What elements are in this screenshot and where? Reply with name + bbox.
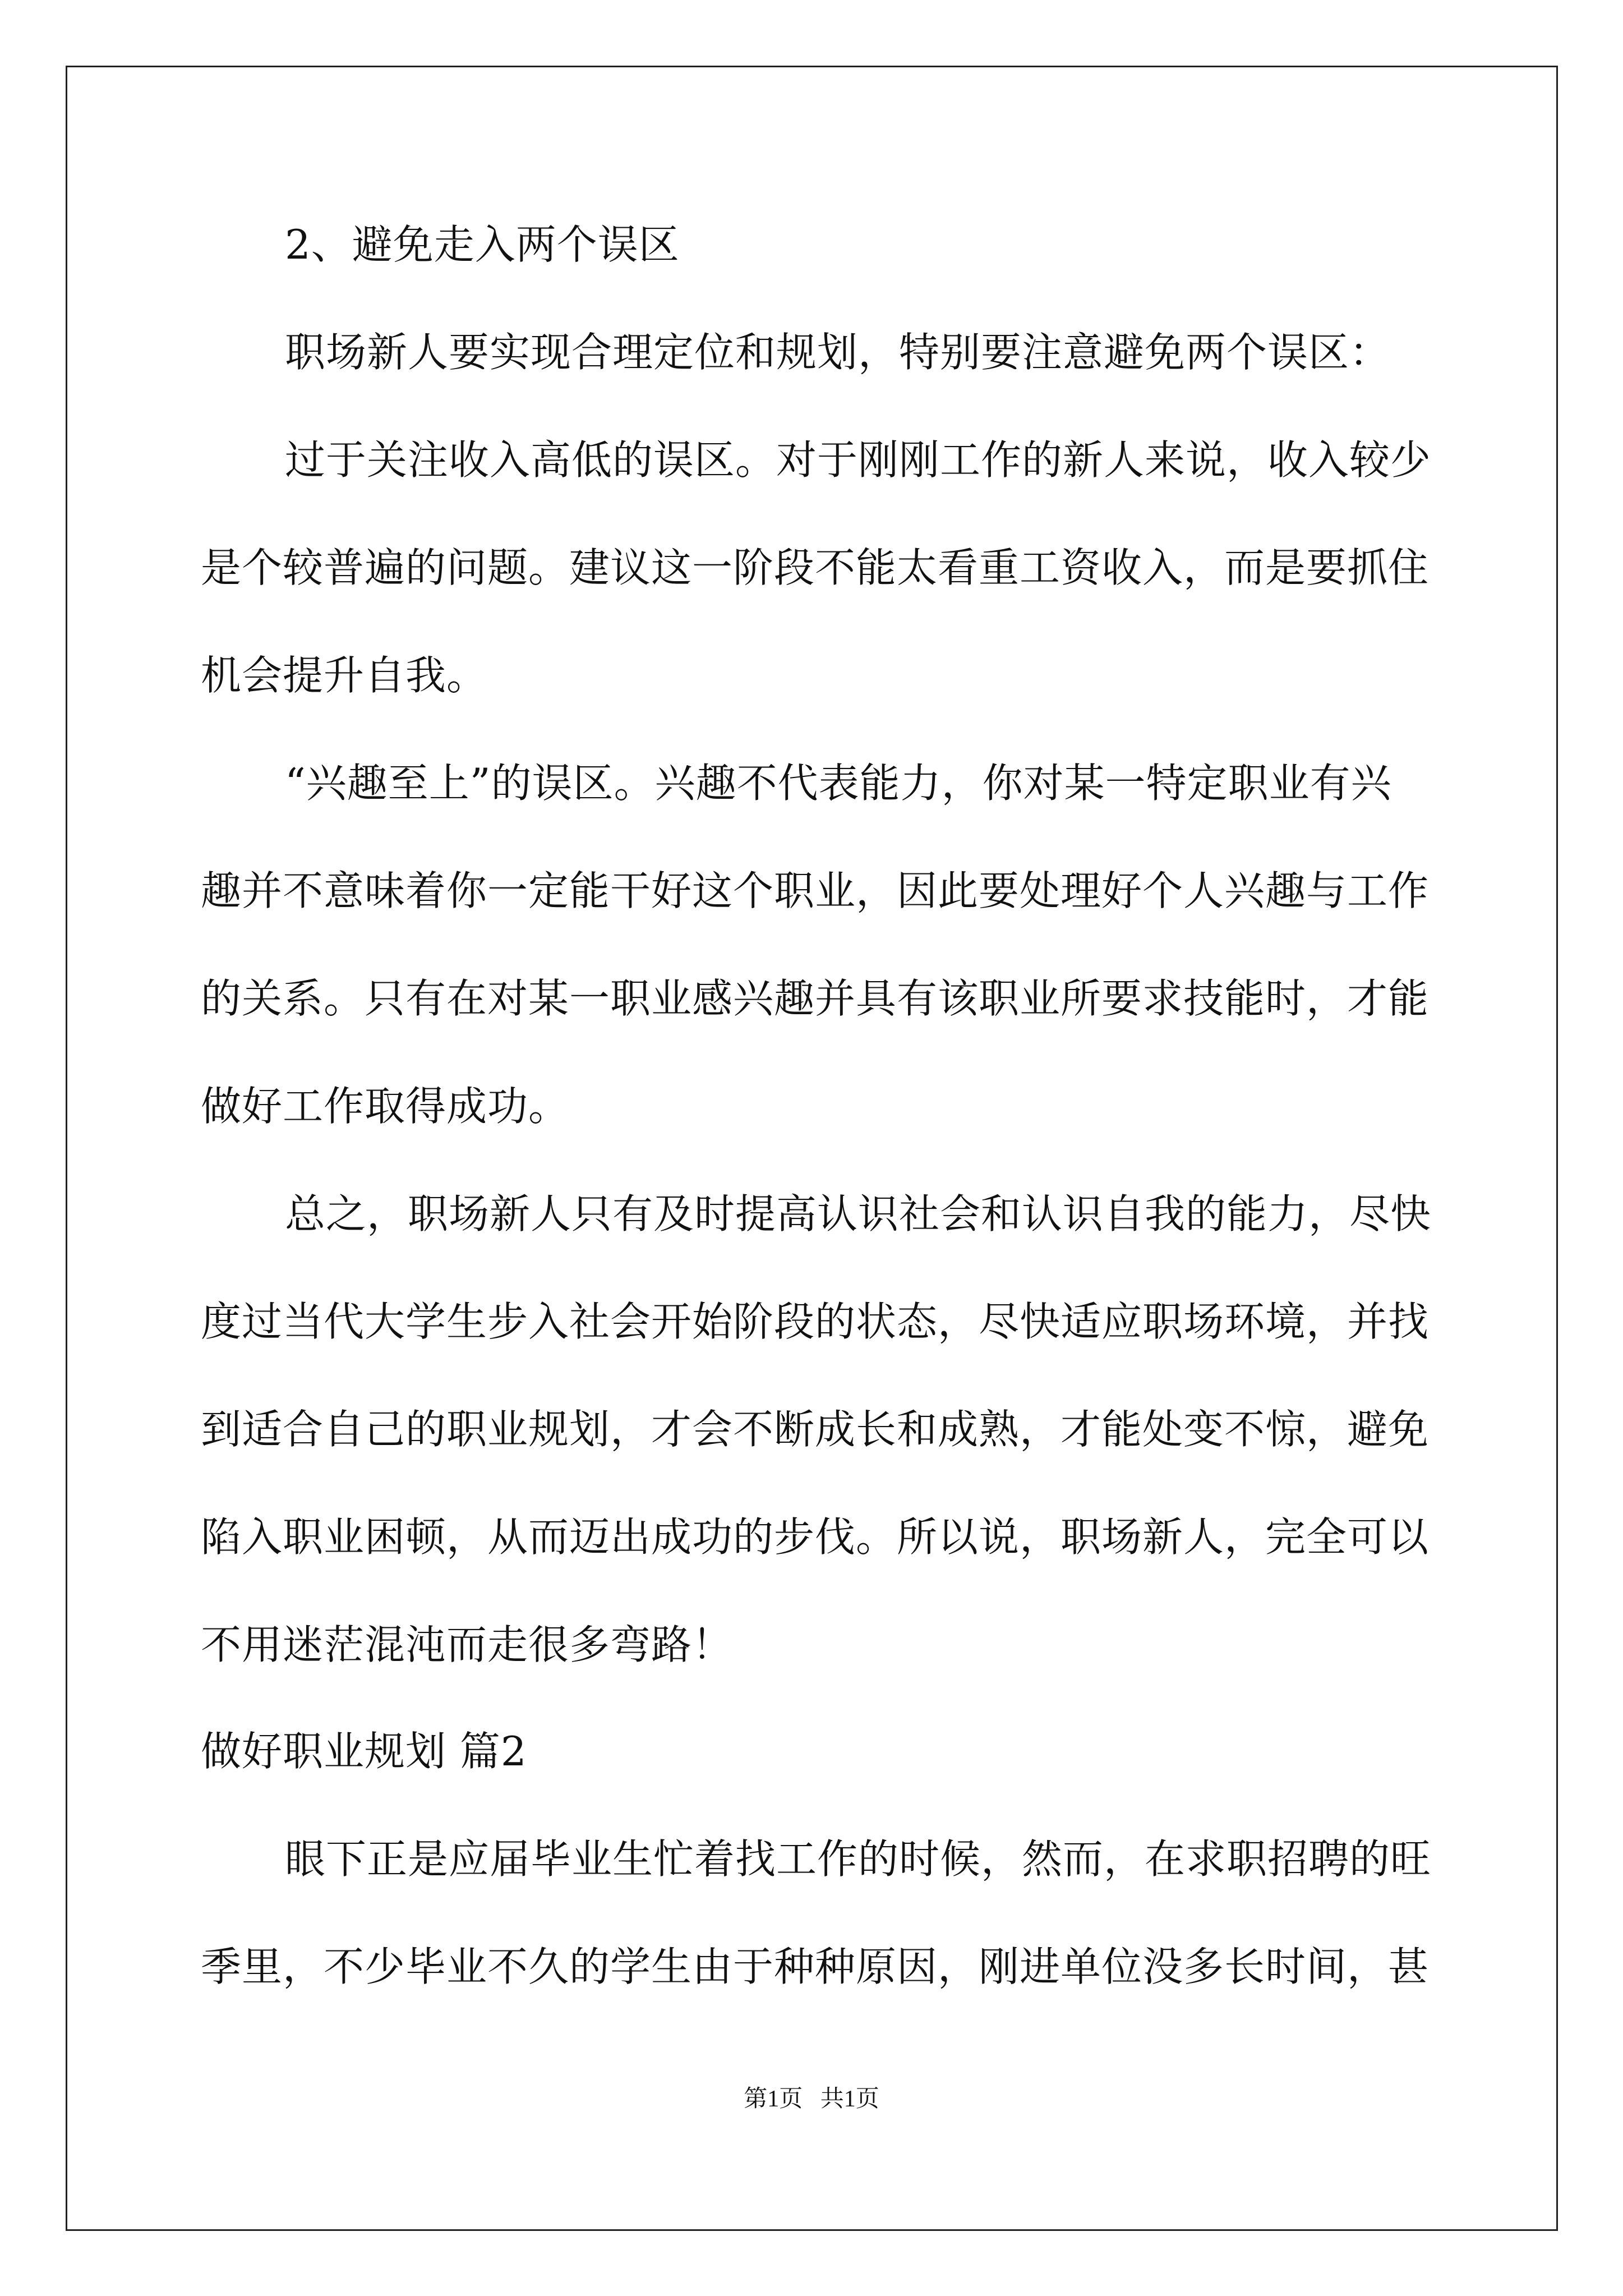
paragraph-line: 职场新人要实现合理定位和规划，特别要注意避免两个误区： — [285, 329, 1391, 376]
article-title: 做好职业规划 篇2 — [201, 1728, 527, 1775]
section-heading: 2、避免走入两个误区 — [285, 221, 680, 268]
paragraph-line: “兴趣至上”的误区。兴趣不代表能力，你对某一特定职业有兴 — [285, 760, 1392, 807]
paragraph-line: 不用迷茫混沌而走很多弯路！ — [201, 1621, 734, 1668]
paragraph-line: 是个较普遍的问题。建议这一阶段不能太看重工资收入，而是要抓住 — [201, 544, 1430, 591]
paragraph-line: 总之，职场新人只有及时提高认识社会和认识自我的能力，尽快 — [285, 1190, 1432, 1237]
paragraph-line: 到适合自己的职业规划，才会不断成长和成熟，才能处变不惊，避免 — [201, 1406, 1430, 1453]
paragraph-line: 过于关注收入高低的误区。对于刚刚工作的新人来说，收入较少 — [285, 436, 1432, 484]
paragraph-line: 机会提升自我。 — [201, 652, 488, 699]
paragraph-line: 做好工作取得成功。 — [201, 1083, 570, 1130]
paragraph-line: 度过当代大学生步入社会开始阶段的状态，尽快适应职场环境，并找 — [201, 1298, 1430, 1345]
page-footer — [0, 2086, 1623, 2113]
paragraph-line: 季里，不少毕业不久的学生由于种种原因，刚进单位没多长时间，甚 — [201, 1943, 1430, 1990]
paragraph-line: 趣并不意味着你一定能干好这个职业，因此要处理好个人兴趣与工作 — [201, 867, 1430, 914]
page-border — [66, 66, 1558, 2231]
page-number: 第1页 — [744, 2086, 803, 2112]
paragraph-line: 陷入职业困顿，从而迈出成功的步伐。所以说，职场新人，完全可以 — [201, 1513, 1430, 1561]
paragraph-line: 的关系。只有在对某一职业感兴趣并具有该职业所要求技能时，才能 — [201, 975, 1430, 1022]
paragraph-line: 眼下正是应届毕业生忙着找工作的时候，然而，在求职招聘的旺 — [285, 1835, 1432, 1883]
page-total: 共1页 — [820, 2086, 879, 2112]
